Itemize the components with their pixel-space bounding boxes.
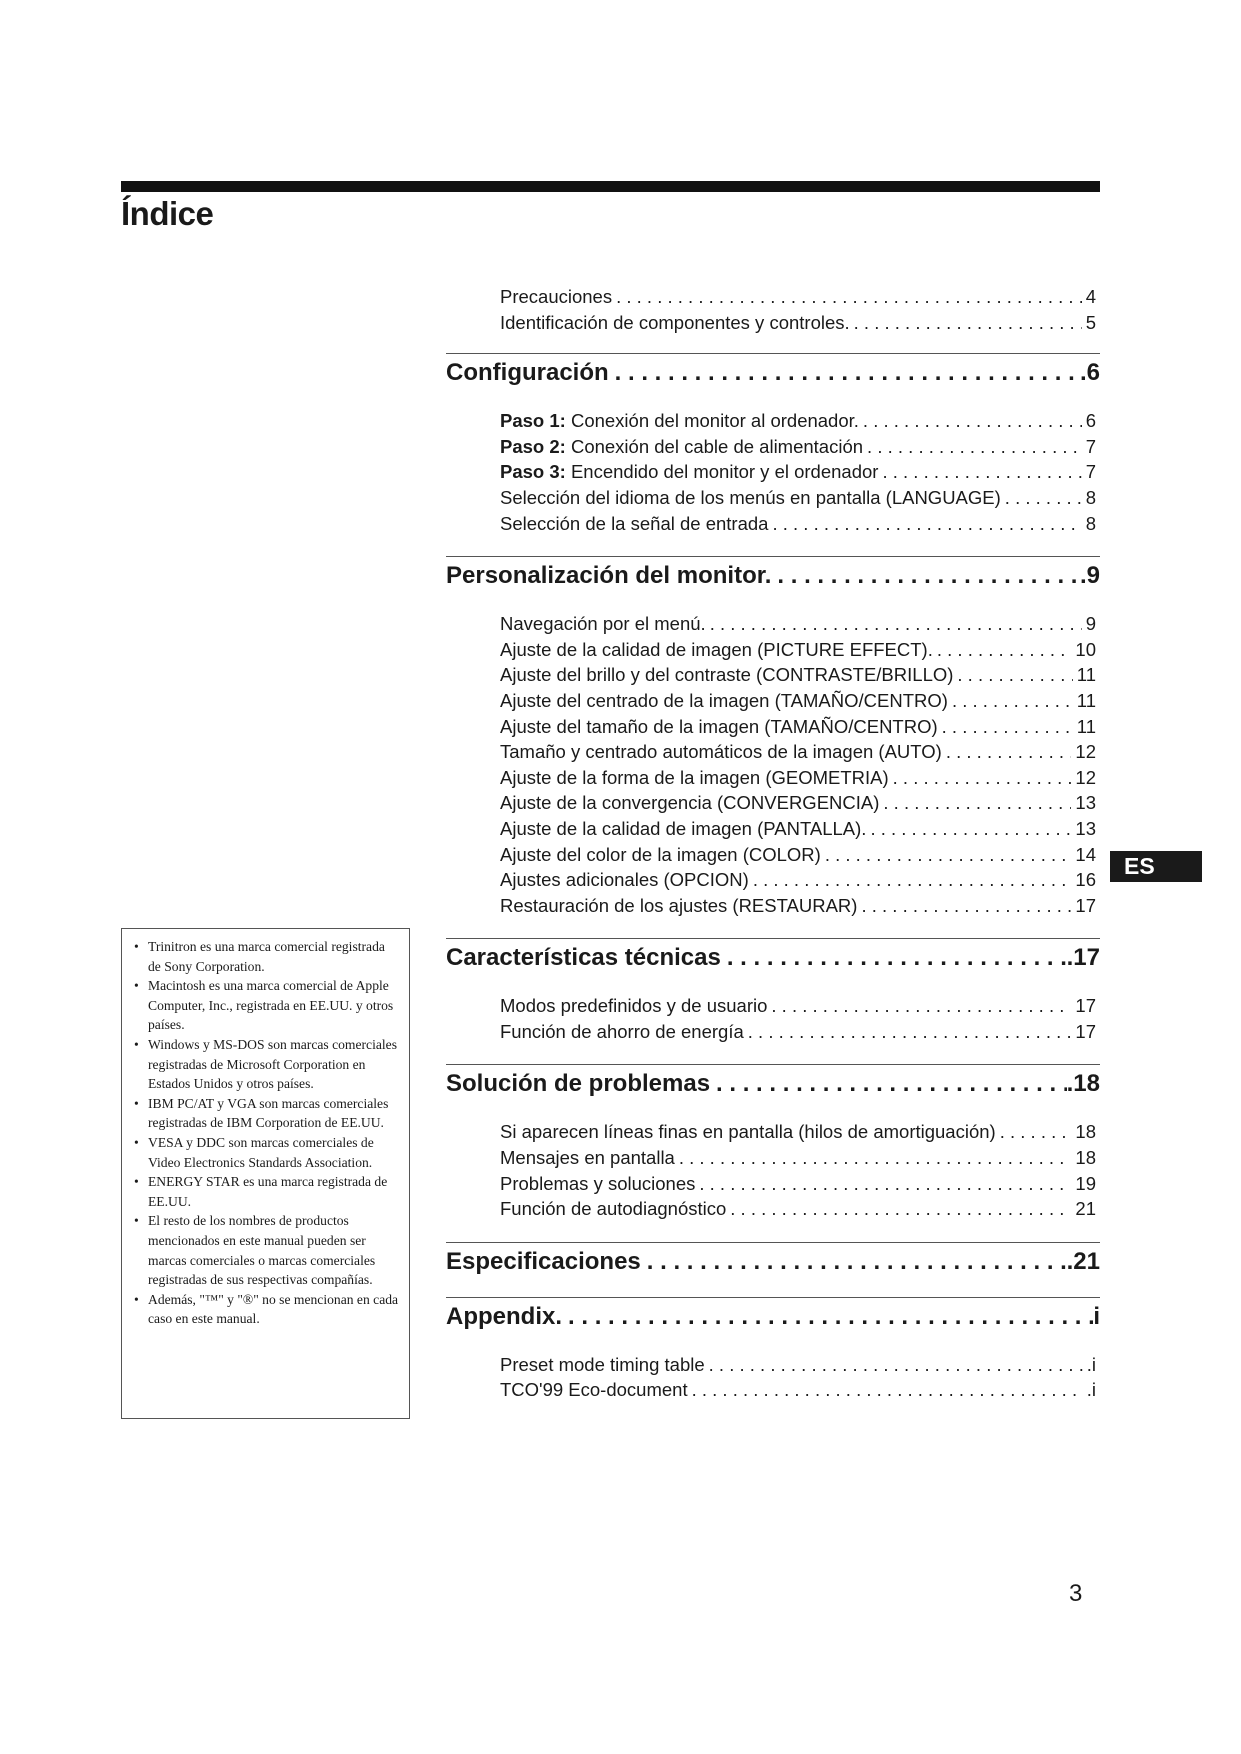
- toc-entry-label: Ajuste del tamaño de la imagen (TAMAÑO/CENTRO): [500, 715, 938, 737]
- toc-entry-label: Conexión del monitor al ordenador.: [565, 410, 859, 432]
- toc-entry-label: Si aparecen líneas finas en pantalla (hilos de amortiguación): [500, 1121, 996, 1143]
- section-caracteristicas[interactable]: [446, 938, 1100, 975]
- toc-entry-label: Ajuste de la forma de la imagen (GEOMETRIA): [500, 766, 889, 788]
- toc-entry-label: Problemas y soluciones: [500, 1172, 696, 1194]
- intro-entries: [500, 284, 1096, 335]
- leader-dots: [821, 842, 1072, 868]
- toc-entry-page: 13: [1075, 817, 1096, 839]
- toc-entry-label: Función de ahorro de energía: [500, 1020, 744, 1042]
- leader-dots: [866, 816, 1071, 842]
- section-solucion[interactable]: [446, 1064, 1100, 1101]
- toc-entry-label: Selección de la señal de entrada: [500, 512, 769, 534]
- leader-dots: [933, 637, 1072, 663]
- toc-entry-page: 6: [1085, 410, 1096, 432]
- leader-dots: [710, 1067, 1067, 1101]
- title-rule: [121, 181, 1100, 192]
- trademark-item: • El resto de los nombres de productos mencionados en este manual pueden ser marcas comerciales o marcas comerciales registradas de sus respectivas compañías.: [132, 1211, 401, 1289]
- toc-entry-label: TCO'99 Eco-document: [500, 1379, 688, 1401]
- toc-entry-label: Ajustes adicionales (OPCION): [500, 869, 749, 891]
- leader-dots: [767, 993, 1071, 1019]
- leader-dots: [953, 662, 1072, 688]
- section-entries: [500, 408, 1096, 536]
- leader-dots: [726, 1196, 1071, 1222]
- trademark-notice-box: [121, 928, 410, 1419]
- trademark-item: • Además, "™" y "®" no se mencionan en cada caso en este manual.: [132, 1290, 401, 1329]
- leader-dots: [721, 941, 1067, 975]
- toc-entry-page: .i: [1086, 1379, 1096, 1401]
- toc-entry[interactable]: [500, 511, 1096, 537]
- toc-entry-label: Tamaño y centrado automáticos de la imagen (AUTO): [500, 741, 942, 763]
- toc-entry-page: 14: [1075, 843, 1096, 865]
- toc-entry[interactable]: [500, 434, 1096, 460]
- step-label: Paso 3:: [500, 461, 566, 483]
- leader-dots: [850, 310, 1082, 336]
- toc-entry[interactable]: [500, 637, 1096, 663]
- toc-entry-label: Ajuste de la convergencia (CONVERGENCIA): [500, 792, 880, 814]
- leader-dots: [771, 559, 1080, 593]
- step-label: Paso 1:: [500, 410, 566, 432]
- leader-dots: [859, 408, 1082, 434]
- toc-entry-label: Modos predefinidos y de usuario: [500, 995, 768, 1017]
- toc-entry-page: 9: [1085, 613, 1096, 635]
- toc-entry[interactable]: [500, 867, 1096, 893]
- section-label: Appendix.: [446, 1302, 563, 1330]
- section-page: .9: [1079, 562, 1100, 590]
- toc-entry[interactable]: [500, 739, 1096, 765]
- toc-entry-label: Ajuste del color de la imagen (COLOR): [500, 843, 821, 865]
- toc-entry-page: 11: [1076, 689, 1096, 711]
- toc-entry[interactable]: [500, 765, 1096, 791]
- toc-entry-label: Conexión del cable de alimentación: [565, 435, 864, 457]
- trademark-item: • Macintosh es una marca comercial de Apple Computer, Inc., registrada en EE.UU. y otros países.: [132, 976, 401, 1035]
- toc-entry-page: 13: [1075, 792, 1096, 814]
- section-especificaciones[interactable]: [446, 1242, 1100, 1279]
- toc-entry[interactable]: [500, 284, 1096, 310]
- section-entries: [500, 1119, 1096, 1221]
- toc-entry[interactable]: [500, 842, 1096, 868]
- section-page: .21: [1066, 1247, 1100, 1275]
- toc-entry[interactable]: [500, 1119, 1096, 1145]
- leader-dots: [706, 611, 1082, 637]
- toc-entry[interactable]: [500, 310, 1096, 336]
- toc-entry[interactable]: [500, 790, 1096, 816]
- toc-entry-page: 17: [1075, 1020, 1096, 1042]
- toc-entry-page: 11: [1076, 715, 1096, 737]
- toc-entry-page: 12: [1075, 766, 1096, 788]
- leader-dots: [942, 739, 1072, 765]
- section-label: Personalización del monitor.: [446, 562, 772, 590]
- toc-entry-page: 7: [1085, 435, 1096, 457]
- toc-entry-page: 16: [1075, 869, 1096, 891]
- section-label: Configuración: [446, 359, 609, 387]
- leader-dots: [768, 511, 1081, 537]
- section-page: .18: [1066, 1070, 1100, 1098]
- section-personalizacion[interactable]: [446, 556, 1100, 593]
- toc-entry[interactable]: [500, 408, 1096, 434]
- section-entries: [500, 993, 1096, 1044]
- leader-dots: [879, 790, 1071, 816]
- leader-dots: [705, 1352, 1083, 1378]
- toc-entry[interactable]: [500, 611, 1096, 637]
- toc-entry-page: 18: [1075, 1147, 1096, 1169]
- toc-entry-page: 18: [1075, 1121, 1096, 1143]
- section-appendix[interactable]: [446, 1297, 1100, 1334]
- page-title: Índice: [121, 195, 214, 232]
- leader-dots: [863, 434, 1082, 460]
- leader-dots: [1001, 485, 1082, 511]
- leader-dots: [744, 1019, 1072, 1045]
- toc-entry-page: 17: [1075, 995, 1096, 1017]
- leader-dots: [996, 1119, 1072, 1145]
- section-page: i: [1093, 1302, 1100, 1330]
- table-of-contents: [446, 284, 1100, 1403]
- section-label: Solución de problemas: [446, 1070, 711, 1098]
- language-tab: ES: [1110, 851, 1202, 882]
- toc-entry-page: .i: [1086, 1353, 1096, 1375]
- toc-entry[interactable]: [500, 1019, 1096, 1045]
- leader-dots: [641, 1245, 1067, 1279]
- leader-dots: [688, 1377, 1083, 1403]
- toc-entry-label: Ajuste de la calidad de imagen (PANTALLA).: [500, 817, 867, 839]
- toc-entry-label: Ajuste del centrado de la imagen (TAMAÑO/CENTRO): [500, 689, 948, 711]
- leader-dots: [889, 765, 1072, 791]
- leader-dots: [612, 284, 1082, 310]
- toc-entry-label: Identificación de componentes y controles.: [500, 311, 850, 333]
- step-label: Paso 2:: [500, 435, 566, 457]
- toc-entry-label: Ajuste de la calidad de imagen (PICTURE EFFECT).: [500, 638, 933, 660]
- toc-entry-label: Selección del idioma de los menús en pantalla (LANGUAGE): [500, 486, 1001, 508]
- toc-entry[interactable]: [500, 714, 1096, 740]
- leader-dots: [562, 1300, 1093, 1334]
- leader-dots: [749, 867, 1072, 893]
- toc-entry-page: 12: [1075, 741, 1096, 763]
- toc-entry[interactable]: [500, 1145, 1096, 1171]
- trademark-item: • ENERGY STAR es una marca registrada de EE.UU.: [132, 1172, 401, 1211]
- toc-entry-label: Preset mode timing table: [500, 1353, 705, 1375]
- leader-dots: [695, 1171, 1071, 1197]
- trademark-item: • IBM PC/AT y VGA son marcas comerciales registradas de IBM Corporation de EE.UU.: [132, 1094, 401, 1133]
- toc-entry-page: 4: [1085, 286, 1096, 307]
- toc-entry[interactable]: [500, 993, 1096, 1019]
- toc-entry-label: Mensajes en pantalla: [500, 1147, 675, 1169]
- toc-entry-page: 11: [1076, 664, 1096, 686]
- leader-dots: [948, 688, 1073, 714]
- section-page: .17: [1066, 944, 1100, 972]
- toc-entry-label: Ajuste del brillo y del contraste (CONTRASTE/BRILLO): [500, 664, 954, 686]
- leader-dots: [609, 356, 1080, 390]
- toc-entry-label: Función de autodiagnóstico: [500, 1198, 727, 1220]
- toc-entry-page: 8: [1085, 512, 1096, 534]
- toc-entry-page: 5: [1085, 311, 1096, 333]
- toc-entry-page: 8: [1085, 486, 1096, 508]
- toc-entry[interactable]: [500, 662, 1096, 688]
- toc-entry-page: 17: [1075, 894, 1096, 916]
- section-page: .6: [1079, 359, 1100, 387]
- toc-entry[interactable]: [500, 1352, 1096, 1378]
- toc-entry-label: Restauración de los ajustes (RESTAURAR): [500, 894, 858, 916]
- toc-entry[interactable]: [500, 459, 1096, 485]
- toc-entry-label: Precauciones: [500, 286, 613, 307]
- toc-entry[interactable]: [500, 1171, 1096, 1197]
- section-label: Características técnicas: [446, 944, 721, 972]
- section-configuracion[interactable]: [446, 353, 1100, 390]
- toc-entry[interactable]: [500, 688, 1096, 714]
- trademark-item: • Windows y MS-DOS son marcas comerciales registradas de Microsoft Corporation en Estados Unidos y otros países.: [132, 1035, 401, 1094]
- leader-dots: [857, 893, 1071, 919]
- toc-entry[interactable]: [500, 485, 1096, 511]
- toc-entry-page: 10: [1075, 638, 1096, 660]
- toc-entry-label: Encendido del monitor y el ordenador: [565, 461, 879, 483]
- leader-dots: [675, 1145, 1072, 1171]
- toc-entry[interactable]: [500, 816, 1096, 842]
- toc-entry-page: 21: [1075, 1198, 1096, 1220]
- leader-dots: [878, 459, 1081, 485]
- section-entries: [500, 1352, 1096, 1403]
- toc-entry-label: Navegación por el menú.: [500, 613, 706, 635]
- toc-entry-page: 19: [1075, 1172, 1096, 1194]
- toc-entry[interactable]: [500, 1377, 1096, 1403]
- trademark-item: • Trinitron es una marca comercial registrada de Sony Corporation.: [132, 937, 401, 976]
- toc-entry[interactable]: [500, 893, 1096, 919]
- trademark-item: • VESA y DDC son marcas comerciales de Video Electronics Standards Association.: [132, 1133, 401, 1172]
- section-entries: [500, 611, 1096, 918]
- section-label: Especificaciones: [446, 1247, 641, 1275]
- toc-entry[interactable]: [500, 1196, 1096, 1222]
- page-number: 3: [1069, 1580, 1083, 1607]
- toc-entry-page: 7: [1085, 461, 1096, 483]
- leader-dots: [938, 714, 1073, 740]
